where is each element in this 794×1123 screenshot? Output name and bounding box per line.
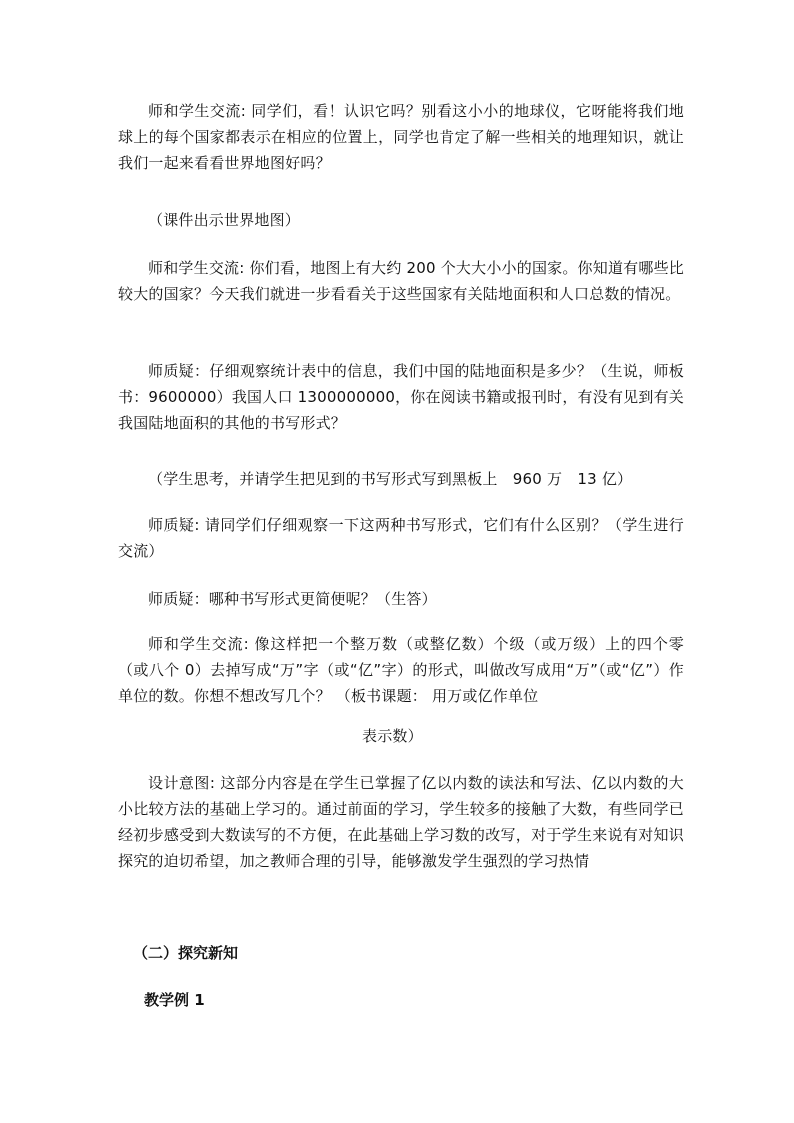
paragraph-rewrite-tail: 表示数）	[362, 727, 423, 745]
section-heading: （二）探究新知	[133, 944, 239, 962]
paragraph-design-intent: 设计意图: 这部分内容是在学生已掌握了亿以内数的读法和写法、亿以内数的大小比较方法的基础上学习的。通过前面的学习，学生较多的接触了大数，有些同学已经初步感受到大数读写的不方便，在此基础上学习数的改写，对于学生来说有对知识探究的迫切希望，加之教师合理的引导，能够激发学生强烈的学习热情	[118, 774, 684, 870]
paragraph-map-intro: 师和学生交流: 你们看，地图上有大约 200 个大大小小的国家。你知道有哪些比较大的国家？今天我们就进一步看看关于这些国家有关陆地面积和人口总数的情况。	[118, 259, 684, 303]
paragraph-greeting: 师和学生交流: 同学们，看！认识它吗？别看这小小的地球仪，它呀能将我们地球上的每个国家都表示在相应的位置上，同学也肯定了解一些相关的地理知识，就让我们一起来看看世界地图好吗？	[118, 102, 684, 172]
paragraph-student-thinking: （学生思考，并请学生把见到的书写形式写到黑板上 960 万 13 亿）	[148, 470, 633, 488]
paragraph-simpler-form: 师质疑：哪种书写形式更简便呢？（生答）	[148, 590, 437, 608]
paragraph-rewrite-explanation: 师和学生交流: 像这样把一个整万数（或整亿数）个级（或万级）上的四个零（或八个 0）去掉写成“万”字（或“亿”字）的形式，叫做改写成用“万”（或“亿”）作单位的数。你想不想改写几个？ （板书课题： 用万或亿作单位	[118, 635, 684, 705]
paragraph-courseware-note: （课件出示世界地图）	[148, 211, 301, 229]
paragraph-compare-forms: 师质疑: 请同学们仔细观察一下这两种书写形式，它们有什么区别？（学生进行交流）	[118, 516, 684, 560]
paragraph-area-question: 师质疑：仔细观察统计表中的信息，我们中国的陆地面积是多少？（生说，师板书：9600000）我国人口 1300000000，你在阅读书籍或报刊时，有没有见到有关我国陆地面积的其他的书写形式？	[118, 362, 684, 432]
sub-heading: 教学例 1	[144, 991, 205, 1009]
